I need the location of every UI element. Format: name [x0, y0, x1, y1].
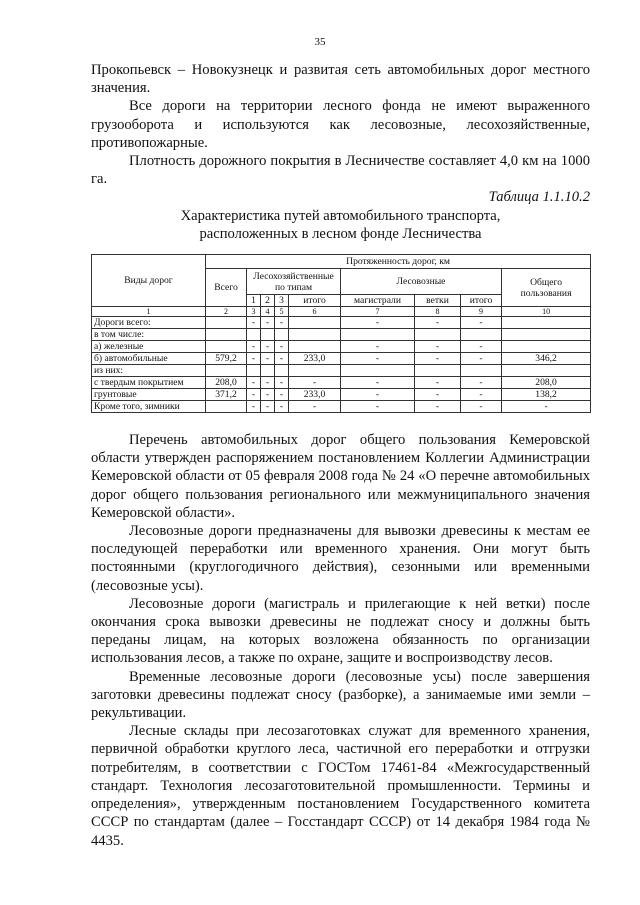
cell-total	[206, 365, 247, 377]
cell-branches: -	[415, 317, 461, 329]
cell-type-1: -	[247, 401, 261, 413]
cell-branches: -	[415, 353, 461, 365]
table-row	[92, 329, 591, 341]
cell-type-3: -	[275, 377, 289, 389]
cell-total: 371,2	[206, 389, 247, 401]
index-cell: 6	[289, 307, 341, 317]
cell-type-2: -	[261, 353, 275, 365]
cell-type-3: -	[275, 389, 289, 401]
cell-type-1: -	[247, 353, 261, 365]
table-row	[92, 401, 591, 413]
cell-branches: -	[415, 389, 461, 401]
cell-logging-total: -	[461, 353, 502, 365]
cell-public	[502, 341, 591, 353]
intro-paragraph-1: Прокопьевск – Новокузнецк и развитая сеть автомобильных дорог местного значения.	[91, 62, 590, 97]
cell-public	[502, 317, 591, 329]
row-label: а) железные	[92, 341, 206, 353]
body-paragraph-5: Лесные склады при лесозаготовках служат для временного хранения, первичной обработки круглого леса, частичной его переработки и отгрузки потребителям, в соответствии с ГОСТом 17461-84 «Межгосударственный стандарт. Технология лесозаготовительной промышленности. Термины и определения», утвержденным постановлением Государственного комитета СССР по стандартам (далее – Госстандарт СССР) от 14 декабря 1984 года № 4435.	[91, 723, 590, 849]
cell-trunk	[341, 329, 415, 341]
cell-type-3: -	[275, 341, 289, 353]
cell-type-2	[261, 365, 275, 377]
cell-branches: -	[415, 401, 461, 413]
row-label: из них:	[92, 365, 206, 377]
row-label: б) автомобильные	[92, 353, 206, 365]
cell-forestry-subtotal: 233,0	[289, 353, 341, 365]
index-cell: 3	[247, 307, 261, 317]
intro-paragraph-2: Все дороги на территории лесного фонда не имеют выраженного грузооборота и используются как лесовозные, лесохозяйственные, противопожарные.	[91, 98, 590, 151]
cell-branches: -	[415, 377, 461, 389]
cell-total	[206, 329, 247, 341]
header-forestry-subtotal: итого	[289, 295, 341, 307]
row-label: с твердым покрытием	[92, 377, 206, 389]
cell-type-2	[261, 329, 275, 341]
index-cell: 8	[415, 307, 461, 317]
cell-type-3	[275, 329, 289, 341]
index-cell: 7	[341, 307, 415, 317]
cell-type-1: -	[247, 341, 261, 353]
cell-type-2: -	[261, 401, 275, 413]
cell-total: 208,0	[206, 377, 247, 389]
cell-trunk: -	[341, 377, 415, 389]
body-paragraph-3: Лесовозные дороги (магистраль и прилегающие к ней ветки) после окончания срока вывозки древесины не подлежат сносу и должны быть переданы лицам, на которых возложена обязанность по организации использования лесов, а также по охране, защите и воспроизводству лесов.	[91, 595, 590, 667]
cell-branches: -	[415, 341, 461, 353]
table-title-line-1: Характеристика путей автомобильного транспорта,	[180, 207, 501, 224]
body-paragraph-1: Перечень автомобильных дорог общего пользования Кемеровской области утвержден распоряжением постановлением Коллегии Администрации Кемеровской области от 05 февраля 2008 года № 24 «О перечне автомобильных дорог общего пользования регионального или межмуниципального значения Кемеровской области».	[91, 432, 590, 521]
cell-forestry-subtotal: -	[289, 401, 341, 413]
cell-logging-total	[461, 365, 502, 377]
header-road-types: Виды дорог	[92, 255, 206, 307]
table-row	[92, 389, 591, 401]
cell-logging-total: -	[461, 341, 502, 353]
cell-public: 208,0	[502, 377, 591, 389]
cell-public: 346,2	[502, 353, 591, 365]
cell-total	[206, 401, 247, 413]
cell-trunk: -	[341, 317, 415, 329]
header-logging-total: итого	[461, 295, 502, 307]
body-paragraph-4: Временные лесовозные дороги (лесовозные усы) после завершения заготовки древесины подлежат сносу (разборке), а занимаемые ими земли – рекультивации.	[91, 668, 590, 722]
cell-branches	[415, 329, 461, 341]
column-index-row	[92, 307, 591, 317]
body-paragraph-2: Лесовозные дороги предназначены для вывозки древесины к местам ее последующей переработки или временного хранения. Они могут быть постоянными (круглогодичного действия), сезонными или временными (лесовозные усы).	[91, 523, 590, 594]
row-label: в том числе:	[92, 329, 206, 341]
roads-table	[91, 254, 591, 413]
index-cell: 4	[261, 307, 275, 317]
cell-trunk	[341, 365, 415, 377]
table-label: Таблица 1.1.10.2	[488, 189, 590, 206]
cell-type-1	[247, 329, 261, 341]
header-type-2: 2	[261, 295, 275, 307]
cell-forestry-subtotal	[289, 365, 341, 377]
cell-forestry-subtotal	[289, 329, 341, 341]
cell-type-1	[247, 365, 261, 377]
cell-public	[502, 365, 591, 377]
cell-public: 138,2	[502, 389, 591, 401]
header-trunk: магистрали	[341, 295, 415, 307]
cell-forestry-subtotal	[289, 317, 341, 329]
table-row	[92, 377, 591, 389]
index-cell: 10	[502, 307, 591, 317]
cell-forestry-subtotal	[289, 341, 341, 353]
cell-logging-total: -	[461, 401, 502, 413]
header-forestry-by-type: Лесохозяйственные по типам	[247, 269, 341, 295]
header-length: Протяженность дорог, км	[206, 255, 591, 269]
header-type-3: 3	[275, 295, 289, 307]
cell-type-3	[275, 365, 289, 377]
cell-logging-total: -	[461, 317, 502, 329]
cell-logging-total: -	[461, 389, 502, 401]
index-cell: 2	[206, 307, 247, 317]
cell-total: 579,2	[206, 353, 247, 365]
page-number: 35	[314, 36, 326, 48]
table-row	[92, 341, 591, 353]
cell-trunk: -	[341, 353, 415, 365]
cell-trunk: -	[341, 389, 415, 401]
cell-trunk: -	[341, 341, 415, 353]
header-branches: ветки	[415, 295, 461, 307]
index-cell: 1	[92, 307, 206, 317]
intro-paragraph-3: Плотность дорожного покрытия в Лесничестве составляет 4,0 км на 1000 га.	[91, 153, 590, 188]
cell-forestry-subtotal: -	[289, 377, 341, 389]
header-public: Общего пользования	[502, 269, 591, 307]
cell-type-1: -	[247, 389, 261, 401]
cell-public	[502, 329, 591, 341]
row-label: Дороги всего:	[92, 317, 206, 329]
cell-branches	[415, 365, 461, 377]
cell-logging-total	[461, 329, 502, 341]
row-label: Кроме того, зимники	[92, 401, 206, 413]
cell-total	[206, 317, 247, 329]
body-text	[91, 431, 590, 850]
cell-type-1: -	[247, 317, 261, 329]
cell-logging-total: -	[461, 377, 502, 389]
cell-type-3: -	[275, 317, 289, 329]
header-type-1: 1	[247, 295, 261, 307]
table-title-line-2: расположенных в лесном фонде Лесничества	[199, 225, 482, 242]
cell-type-2: -	[261, 341, 275, 353]
cell-public: -	[502, 401, 591, 413]
header-logging: Лесовозные	[341, 269, 502, 295]
table-row	[92, 317, 591, 329]
cell-type-2: -	[261, 389, 275, 401]
cell-type-3: -	[275, 401, 289, 413]
table-row	[92, 353, 591, 365]
page-content	[91, 61, 590, 850]
index-cell: 9	[461, 307, 502, 317]
cell-trunk: -	[341, 401, 415, 413]
row-label: грунтовые	[92, 389, 206, 401]
cell-type-3: -	[275, 353, 289, 365]
table-row	[92, 365, 591, 377]
cell-total	[206, 341, 247, 353]
cell-type-2: -	[261, 317, 275, 329]
index-cell: 5	[275, 307, 289, 317]
cell-type-2: -	[261, 377, 275, 389]
cell-forestry-subtotal: 233,0	[289, 389, 341, 401]
header-total: Всего	[206, 269, 247, 307]
cell-type-1: -	[247, 377, 261, 389]
